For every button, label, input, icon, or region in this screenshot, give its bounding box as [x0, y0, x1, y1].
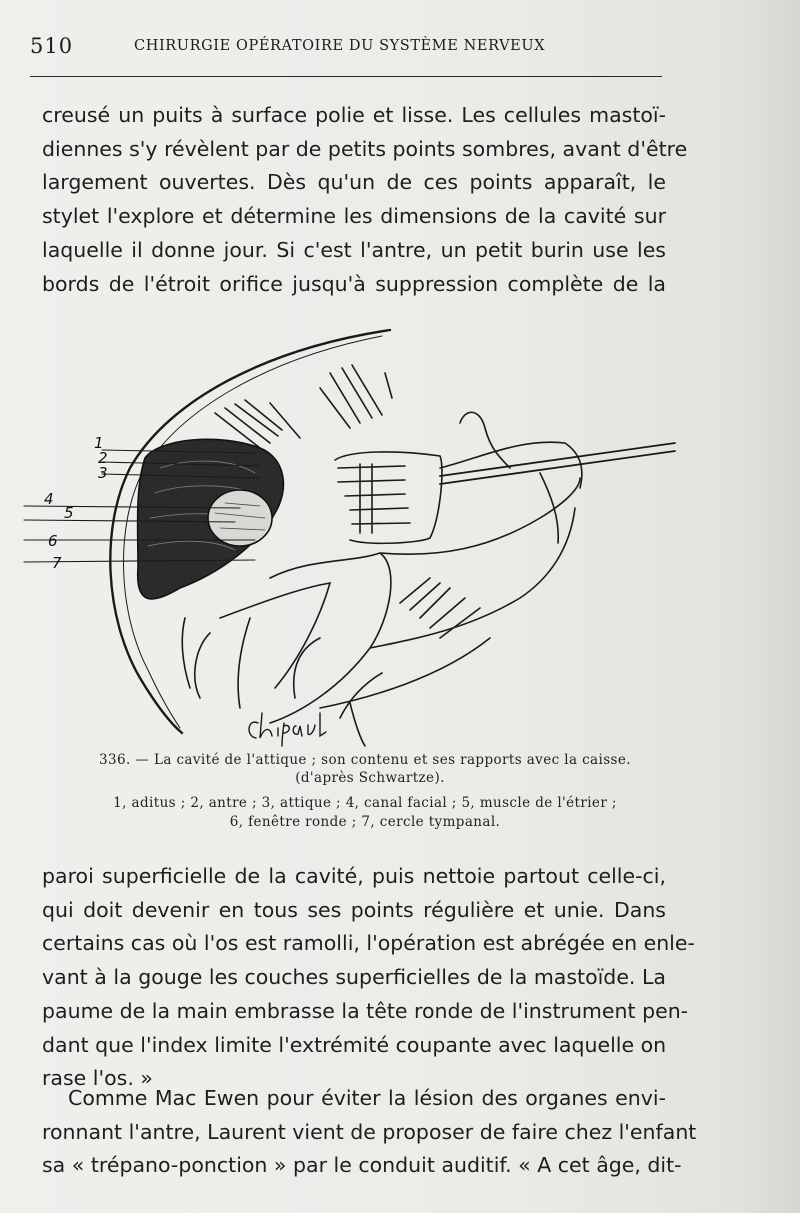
text-line: paume de la main embrasse la tête ronde de l'instrument pen-: [42, 998, 689, 1023]
figure-label-1: 1: [94, 434, 104, 452]
paragraph-3: [42, 1082, 697, 1183]
text-line: rase l'os. »: [42, 1066, 153, 1091]
page-number: 510: [30, 34, 74, 58]
figure-label-6: 6: [48, 532, 58, 550]
text-line: qui doit devenir en tous ses points régulière et unie. Dans: [42, 897, 666, 922]
figure-caption-title: 336. — La cavité de l'attique ; son contenu et ses rapports avec la caisse.: [99, 752, 631, 768]
text-line: stylet l'explore et détermine les dimensions de la cavité sur: [42, 204, 666, 229]
text-line: ronnant l'antre, Laurent vient de proposer de faire chez l'enfant: [42, 1119, 697, 1144]
figure-label-2: 2: [98, 449, 108, 467]
artist-signature: [249, 713, 326, 746]
text-line: sa « trépano-ponction » par le conduit auditif. « A cet âge, dit-: [42, 1153, 682, 1178]
figure-caption-legend-2: 6, fenêtre ronde ; 7, cercle tympanal.: [229, 814, 501, 830]
figure-caption-source: (d'après Schwartze).: [295, 770, 445, 786]
text-line: bords de l'étroit orifice jusqu'à suppression complète de la: [42, 271, 666, 296]
text-line: vant à la gouge les couches superficielles de la mastoïde. La: [42, 965, 666, 990]
page-header: [30, 34, 670, 64]
text-line: diennes s'y révèlent par de petits points sombres, avant d'être: [42, 136, 688, 161]
text-line: certains cas où l'os est ramolli, l'opération est abrégée en enle-: [42, 931, 695, 956]
running-head: CHIRURGIE OPÉRATOIRE DU SYSTÈME NERVEUX: [134, 38, 546, 54]
figure-label-3: 3: [98, 464, 108, 482]
paragraph-2: [42, 860, 695, 1096]
text-line: Comme Mac Ewen pour éviter la lésion des organes envi-: [68, 1086, 666, 1110]
ear-attic-illustration: [20, 318, 690, 763]
figure-label-5: 5: [64, 504, 74, 522]
figure-label-4: 4: [44, 490, 54, 508]
text-line: creusé un puits à surface polie et lisse. Les cellules mastoï-: [42, 103, 666, 127]
figure-caption-legend-1: 1, aditus ; 2, antre ; 3, attique ; 4, canal facial ; 5, muscle de l'étrier ;: [113, 795, 617, 811]
header-rule: [30, 76, 662, 77]
anatomical-figure: [20, 318, 690, 763]
text-line: largement ouvertes. Dès qu'un de ces points apparaît, le: [42, 170, 666, 195]
text-line: laquelle il donne jour. Si c'est l'antre, un petit burin use les: [42, 237, 666, 262]
text-line: paroi superficielle de la cavité, puis nettoie partout celle-ci,: [42, 864, 666, 888]
text-line: dant que l'index limite l'extrémité coupante avec laquelle on: [42, 1032, 667, 1057]
figure-label-7: 7: [52, 554, 62, 572]
paragraph-1: [42, 99, 688, 301]
